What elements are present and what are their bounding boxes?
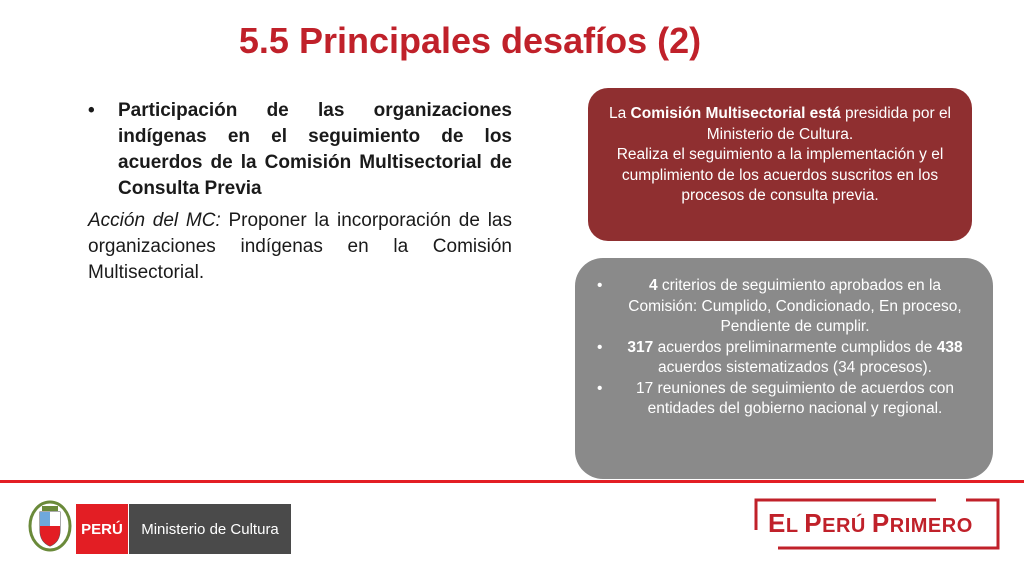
item1-text: criterios de seguimiento aprobados en la Comisión: Cumplido, Condicionado, En proceso, Pendiente de cumplir. <box>628 277 962 335</box>
left-content <box>88 98 512 286</box>
results-list <box>595 276 973 420</box>
bullet-dot: • <box>597 379 603 397</box>
footer-divider <box>0 480 1024 483</box>
red-bold: Comisión Multisectorial está <box>630 105 841 122</box>
item2-number-1: 317 <box>627 338 654 356</box>
bullet-dot: • <box>597 277 603 294</box>
slide-title: 5.5 Principales desafíos (2) <box>238 20 702 61</box>
results-box <box>575 258 993 479</box>
item3-text: 17 reuniones de seguimiento de acuerdos con entidades del gobierno nacional y regional. <box>636 379 954 417</box>
item2-mid: acuerdos preliminarmente cumplidos de <box>653 338 937 356</box>
item1-number: 4 <box>648 277 658 294</box>
ministry-tag: Ministerio de Cultura <box>129 504 291 554</box>
coat-of-arms-icon <box>28 500 72 552</box>
red-line1: presidida por el Ministerio de Cultura. <box>706 105 952 143</box>
accion-paragraph <box>88 208 512 286</box>
list-item <box>595 338 973 379</box>
bullet-dot: • <box>88 100 95 121</box>
commission-info-box <box>588 88 972 241</box>
peru-tag: PERÚ <box>76 504 128 554</box>
bullet-item <box>88 98 512 202</box>
list-item <box>595 276 973 338</box>
accion-text: Proponer la incorporación de las organizaciones indígenas en la Comisión Multisectorial. <box>88 210 512 283</box>
bullet-dot: • <box>597 338 603 356</box>
bullet-text: Participación de las organizaciones indígenas en el seguimiento de los acuerdos de la Comisión Multisectorial de Consulta Previa <box>118 100 512 199</box>
red-line2: Realiza el seguimiento a la implementación y el cumplimiento de los acuerdos suscritos en los procesos de consulta previa. <box>616 146 944 204</box>
item2-number-2: 438 <box>936 338 963 356</box>
el-peru-primero-logo: EL PERÚ PRIMERO <box>768 508 973 538</box>
item2-end: acuerdos sistematizados (34 procesos). <box>658 359 932 376</box>
list-item <box>595 379 973 420</box>
accion-label: Acción del MC: <box>88 210 221 231</box>
red-prefix: La <box>608 105 631 122</box>
